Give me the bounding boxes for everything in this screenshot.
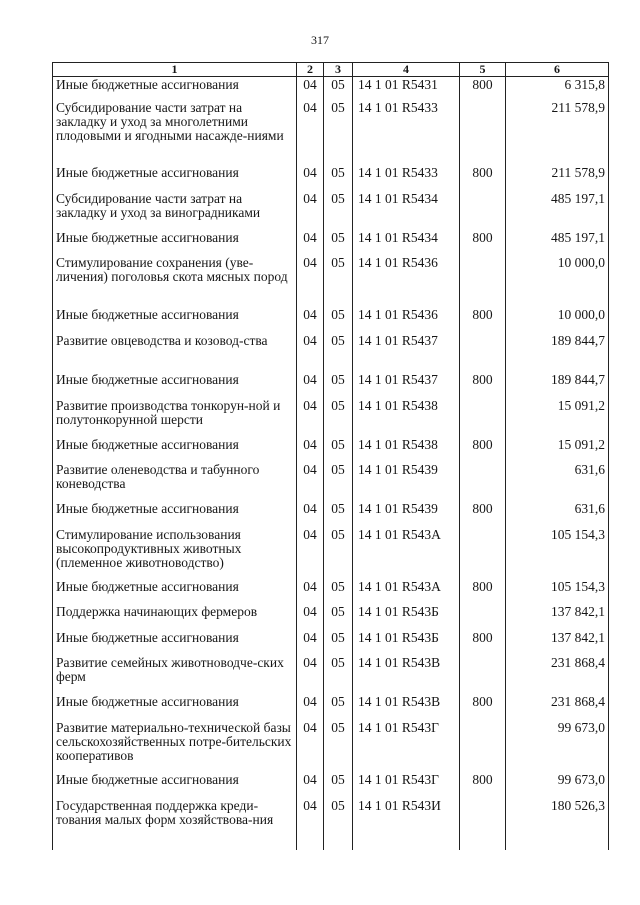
amount: 211 578,9	[506, 165, 609, 191]
amount: 99 673,0	[506, 720, 609, 772]
amount: 105 154,3	[506, 527, 609, 579]
section-code: 04	[297, 798, 324, 850]
subsection-code: 05	[324, 579, 353, 604]
table-row	[53, 333, 609, 372]
section-code: 04	[297, 437, 324, 462]
target-article-code: 14 1 01 R543А	[353, 579, 460, 604]
table-row	[53, 694, 609, 720]
subsection-code: 05	[324, 100, 353, 165]
subsection-code: 05	[324, 527, 353, 579]
target-article-code: 14 1 01 R543Б	[353, 630, 460, 655]
subsection-code: 05	[324, 398, 353, 437]
subsection-code: 05	[324, 462, 353, 501]
page-number: 317	[311, 33, 329, 47]
target-article-code: 14 1 01 R5436	[353, 307, 460, 333]
subsection-code: 05	[324, 630, 353, 655]
target-article-code: 14 1 01 R543В	[353, 655, 460, 694]
section-code: 04	[297, 100, 324, 165]
section-code: 04	[297, 604, 324, 630]
item-name: Иные бюджетные ассигнования	[53, 77, 297, 100]
subsection-code: 05	[324, 307, 353, 333]
item-name: Поддержка начинающих фермеров	[53, 604, 297, 630]
subsection-code: 05	[324, 165, 353, 191]
table-row	[53, 165, 609, 191]
table-row	[53, 230, 609, 255]
table-row	[53, 501, 609, 527]
column-header-1: 1	[53, 63, 297, 77]
item-name: Иные бюджетные ассигнования	[53, 307, 297, 333]
subsection-code: 05	[324, 372, 353, 398]
table-row	[53, 77, 609, 100]
expense-type-code	[460, 100, 506, 165]
expense-type-code: 800	[460, 579, 506, 604]
subsection-code: 05	[324, 720, 353, 772]
target-article-code: 14 1 01 R543Г	[353, 772, 460, 798]
subsection-code: 05	[324, 655, 353, 694]
subsection-code: 05	[324, 333, 353, 372]
expense-type-code: 800	[460, 437, 506, 462]
table-body	[53, 77, 609, 850]
section-code: 04	[297, 333, 324, 372]
table-row	[53, 630, 609, 655]
subsection-code: 05	[324, 255, 353, 307]
target-article-code: 14 1 01 R5437	[353, 333, 460, 372]
expense-type-code	[460, 398, 506, 437]
section-code: 04	[297, 579, 324, 604]
item-name: Иные бюджетные ассигнования	[53, 579, 297, 604]
table-header-row	[53, 63, 609, 77]
amount: 231 868,4	[506, 694, 609, 720]
table-row	[53, 462, 609, 501]
column-header-6: 6	[506, 63, 609, 77]
table-row	[53, 100, 609, 165]
table-row	[53, 579, 609, 604]
target-article-code: 14 1 01 R5437	[353, 372, 460, 398]
target-article-code: 14 1 01 R543В	[353, 694, 460, 720]
section-code: 04	[297, 655, 324, 694]
subsection-code: 05	[324, 798, 353, 850]
subsection-code: 05	[324, 501, 353, 527]
section-code: 04	[297, 230, 324, 255]
target-article-code: 14 1 01 R5436	[353, 255, 460, 307]
item-name: Стимулирование сохранения (уве-личения) поголовья скота мясных пород	[53, 255, 297, 307]
amount: 137 842,1	[506, 604, 609, 630]
item-name: Иные бюджетные ассигнования	[53, 501, 297, 527]
target-article-code: 14 1 01 R5434	[353, 230, 460, 255]
expense-type-code	[460, 527, 506, 579]
table-row	[53, 398, 609, 437]
expense-type-code: 800	[460, 307, 506, 333]
expense-type-code: 800	[460, 372, 506, 398]
table-row	[53, 527, 609, 579]
target-article-code: 14 1 01 R5439	[353, 501, 460, 527]
target-article-code: 14 1 01 R5433	[353, 100, 460, 165]
expense-type-code: 800	[460, 630, 506, 655]
subsection-code: 05	[324, 191, 353, 230]
target-article-code: 14 1 01 R5433	[353, 165, 460, 191]
target-article-code: 14 1 01 R5434	[353, 191, 460, 230]
item-name: Развитие семейных животноводче-ских ферм	[53, 655, 297, 694]
target-article-code: 14 1 01 R5438	[353, 437, 460, 462]
expense-type-code	[460, 255, 506, 307]
target-article-code: 14 1 01 R543Г	[353, 720, 460, 772]
expense-type-code	[460, 462, 506, 501]
section-code: 04	[297, 372, 324, 398]
section-code: 04	[297, 191, 324, 230]
amount: 10 000,0	[506, 255, 609, 307]
amount: 180 526,3	[506, 798, 609, 850]
amount: 15 091,2	[506, 398, 609, 437]
expense-type-code: 800	[460, 501, 506, 527]
expense-type-code	[460, 604, 506, 630]
item-name: Стимулирование использования высокопродуктивных животных (племенное животноводство)	[53, 527, 297, 579]
expense-type-code	[460, 720, 506, 772]
column-header-5: 5	[460, 63, 506, 77]
section-code: 04	[297, 630, 324, 655]
table-row	[53, 798, 609, 850]
table-row	[53, 307, 609, 333]
amount: 10 000,0	[506, 307, 609, 333]
target-article-code: 14 1 01 R543Б	[353, 604, 460, 630]
table-row	[53, 604, 609, 630]
section-code: 04	[297, 307, 324, 333]
amount: 99 673,0	[506, 772, 609, 798]
expense-type-code	[460, 191, 506, 230]
target-article-code: 14 1 01 R5439	[353, 462, 460, 501]
target-article-code: 14 1 01 R543И	[353, 798, 460, 850]
item-name: Иные бюджетные ассигнования	[53, 372, 297, 398]
column-header-2: 2	[297, 63, 324, 77]
item-name: Субсидирование части затрат на закладку и уход за виноградниками	[53, 191, 297, 230]
section-code: 04	[297, 77, 324, 100]
section-code: 04	[297, 255, 324, 307]
subsection-code: 05	[324, 694, 353, 720]
amount: 485 197,1	[506, 191, 609, 230]
section-code: 04	[297, 398, 324, 437]
subsection-code: 05	[324, 230, 353, 255]
item-name: Развитие оленеводства и табунного коневодства	[53, 462, 297, 501]
expense-type-code: 800	[460, 165, 506, 191]
item-name: Развитие овцеводства и козовод-ства	[53, 333, 297, 372]
section-code: 04	[297, 501, 324, 527]
target-article-code: 14 1 01 R543А	[353, 527, 460, 579]
subsection-code: 05	[324, 77, 353, 100]
section-code: 04	[297, 462, 324, 501]
amount: 631,6	[506, 501, 609, 527]
table-row	[53, 255, 609, 307]
amount: 105 154,3	[506, 579, 609, 604]
target-article-code: 14 1 01 R5431	[353, 77, 460, 100]
item-name: Государственная поддержка креди-тования малых форм хозяйствова-ния	[53, 798, 297, 850]
expense-type-code: 800	[460, 77, 506, 100]
item-name: Иные бюджетные ассигнования	[53, 694, 297, 720]
section-code: 04	[297, 165, 324, 191]
expense-type-code: 800	[460, 772, 506, 798]
section-code: 04	[297, 527, 324, 579]
table-row	[53, 372, 609, 398]
target-article-code: 14 1 01 R5438	[353, 398, 460, 437]
item-name: Иные бюджетные ассигнования	[53, 437, 297, 462]
expense-type-code	[460, 798, 506, 850]
item-name: Иные бюджетные ассигнования	[53, 630, 297, 655]
item-name: Развитие материально-технической базы сельскохозяйственных потре-бительских кооперативов	[53, 720, 297, 772]
column-header-3: 3	[324, 63, 353, 77]
section-code: 04	[297, 694, 324, 720]
expense-type-code	[460, 333, 506, 372]
amount: 137 842,1	[506, 630, 609, 655]
amount: 189 844,7	[506, 333, 609, 372]
section-code: 04	[297, 720, 324, 772]
table-row	[53, 720, 609, 772]
amount: 485 197,1	[506, 230, 609, 255]
expense-type-code: 800	[460, 230, 506, 255]
item-name: Иные бюджетные ассигнования	[53, 772, 297, 798]
amount: 15 091,2	[506, 437, 609, 462]
subsection-code: 05	[324, 772, 353, 798]
table-row	[53, 191, 609, 230]
expense-type-code: 800	[460, 694, 506, 720]
table-row	[53, 437, 609, 462]
amount: 631,6	[506, 462, 609, 501]
table-row	[53, 772, 609, 798]
item-name: Развитие производства тонкорун-ной и полутонкорунной шерсти	[53, 398, 297, 437]
amount: 189 844,7	[506, 372, 609, 398]
item-name: Иные бюджетные ассигнования	[53, 165, 297, 191]
subsection-code: 05	[324, 604, 353, 630]
item-name: Субсидирование части затрат на закладку и уход за многолетними плодовыми и ягодными насажде-ниями	[53, 100, 297, 165]
amount: 6 315,8	[506, 77, 609, 100]
expense-type-code	[460, 655, 506, 694]
budget-table	[52, 62, 609, 850]
amount: 211 578,9	[506, 100, 609, 165]
column-header-4: 4	[353, 63, 460, 77]
table-row	[53, 655, 609, 694]
subsection-code: 05	[324, 437, 353, 462]
amount: 231 868,4	[506, 655, 609, 694]
item-name: Иные бюджетные ассигнования	[53, 230, 297, 255]
section-code: 04	[297, 772, 324, 798]
